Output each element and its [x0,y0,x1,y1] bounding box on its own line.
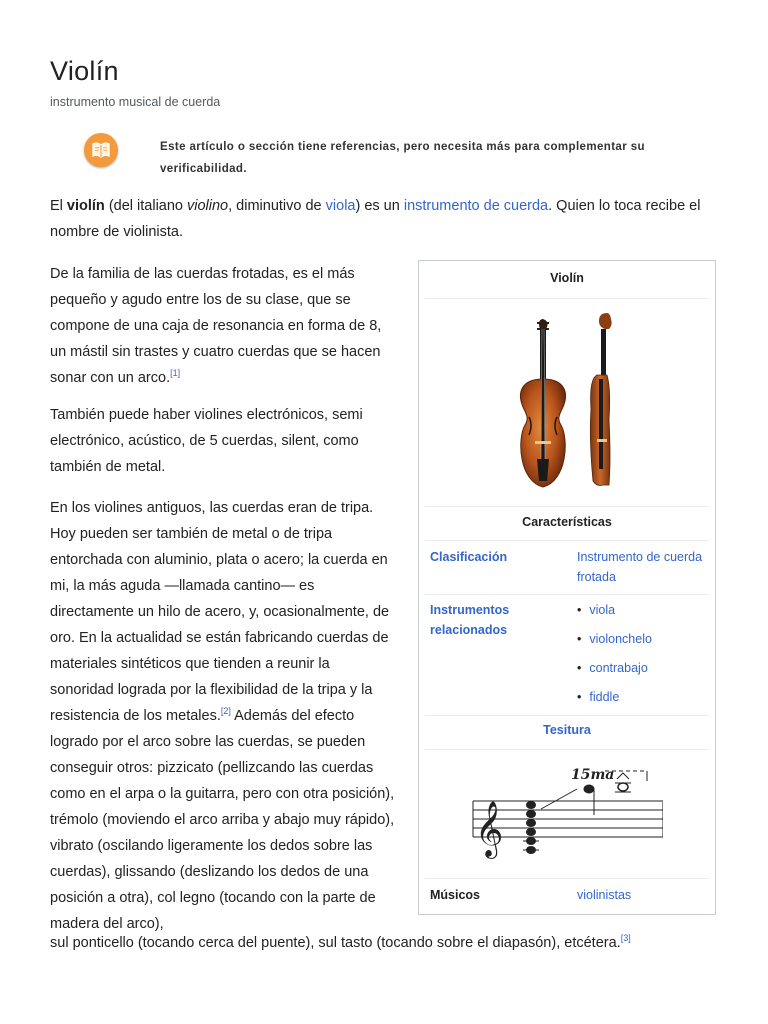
family-paragraph [50,261,395,391]
infobox [418,260,716,915]
strings-paragraph [50,495,395,937]
infobox-divider [425,749,709,750]
infobox-section-tesitura[interactable]: Tesitura [543,723,591,737]
intro-text: , diminutivo de [228,198,326,214]
infobox-divider [425,878,709,879]
link-viola[interactable]: viola [325,198,356,214]
link-fiddle[interactable]: fiddle [589,690,620,704]
infobox-value-musicos[interactable]: violinistas [577,888,632,902]
family-text: De la familia de las cuerdas frotadas, es el más pequeño y agudo entre los de su clase, que se compone de una caja de resonancia en forma de 8, un mástil sin trastes y cuatro cuerdas que se hacen sonar con un arco. [50,266,382,386]
intro-text: El [50,198,67,214]
intro-text: ) es un [355,198,404,214]
related-instrument-item[interactable] [577,658,652,687]
variants-paragraph: También puede haber violines electrónicos, semi electrónico, acústico, de 5 cuerdas, silent, como también de metal. [50,407,363,475]
infobox-divider [425,594,709,595]
tessitura-staff-image[interactable] [471,761,663,867]
intro-text: (del italiano [104,198,188,214]
intro-paragraph [50,193,720,245]
link-violonchelo[interactable]: violonchelo [589,632,652,646]
references-notice: Este artículo o sección tiene referencias, pero necesita más para complementar su verificabilidad. [160,141,645,175]
infobox-label-musicos: Músicos [430,888,481,902]
link-viola-related[interactable]: viola [589,603,616,617]
related-instrument-item[interactable] [577,629,652,658]
infobox-label-instrumentos[interactable]: Instrumentos relacionados [430,603,510,637]
reference-2-link[interactable]: [2] [220,706,231,717]
infobox-section-caracteristicas: Características [522,515,612,529]
book-icon [84,133,118,167]
infobox-title: Violín [550,271,584,285]
infobox-divider [425,715,709,716]
treble-clef-icon: 𝄞 [475,801,504,857]
violin-image[interactable] [515,309,625,499]
techniques-text: sul ponticello (tocando cerca del puente), sul tasto (tocando sobre el diapasón), etcétera. [50,935,621,951]
infobox-divider [425,540,709,541]
intro-bold-term: violín [66,198,105,214]
reference-3-link[interactable]: [3] [620,933,631,944]
infobox-divider [425,298,709,299]
infobox-label-clasificacion[interactable]: Clasificación [430,550,508,564]
strings-text-continued: Además del efecto logrado por el arco sobre las cuerdas, se pueden conseguir otros: pizzicato (pellizcando las cuerdas como en el arpa o la guitarra, pero con otra posición), trémolo (moviendo el arco arriba y abajo muy rápido), vibrato (oscilando ligeramente los dedos sobre las cuerdas), glissando (deslizando los dedos de una posición a otra), col legno (tocando con la parte de madera del arco), [50,708,395,932]
related-instruments-list [577,600,652,716]
reference-1-link[interactable]: [1] [170,368,181,379]
related-instrument-item[interactable] [577,600,652,629]
infobox-divider [425,506,709,507]
link-contrabajo[interactable]: contrabajo [589,661,648,675]
page-title: Violín [50,56,119,86]
strings-text: En los violines antiguos, las cuerdas eran de tripa. Hoy pueden ser también de metal o de tripa entorchada con aluminio, plata o acero; la cuerda en mi, la más aguda —llamada cantino— es directamente un hilo de acero, y, ocasionalmente, de oro. En la actualidad se están fabricando cuerdas de materiales sintéticos que tienden a reunir la sonoridad lograda por la flexibilidad de la tripa y la resistencia de los metales. [50,500,390,724]
page-subtitle: instrumento musical de cuerda [50,95,221,109]
intro-italic-term: violino [187,198,229,214]
ottava-mark: 15ma [571,767,615,783]
link-instrumento-de-cuerda[interactable]: instrumento de cuerda [403,198,549,214]
infobox-value-clasificacion[interactable]: Instrumento de cuerda frotada [577,550,703,584]
intro-text: . Quien lo toca recibe el nombre de violinista. [50,198,701,240]
techniques-paragraph-end [50,930,730,956]
related-instrument-item[interactable] [577,687,652,716]
